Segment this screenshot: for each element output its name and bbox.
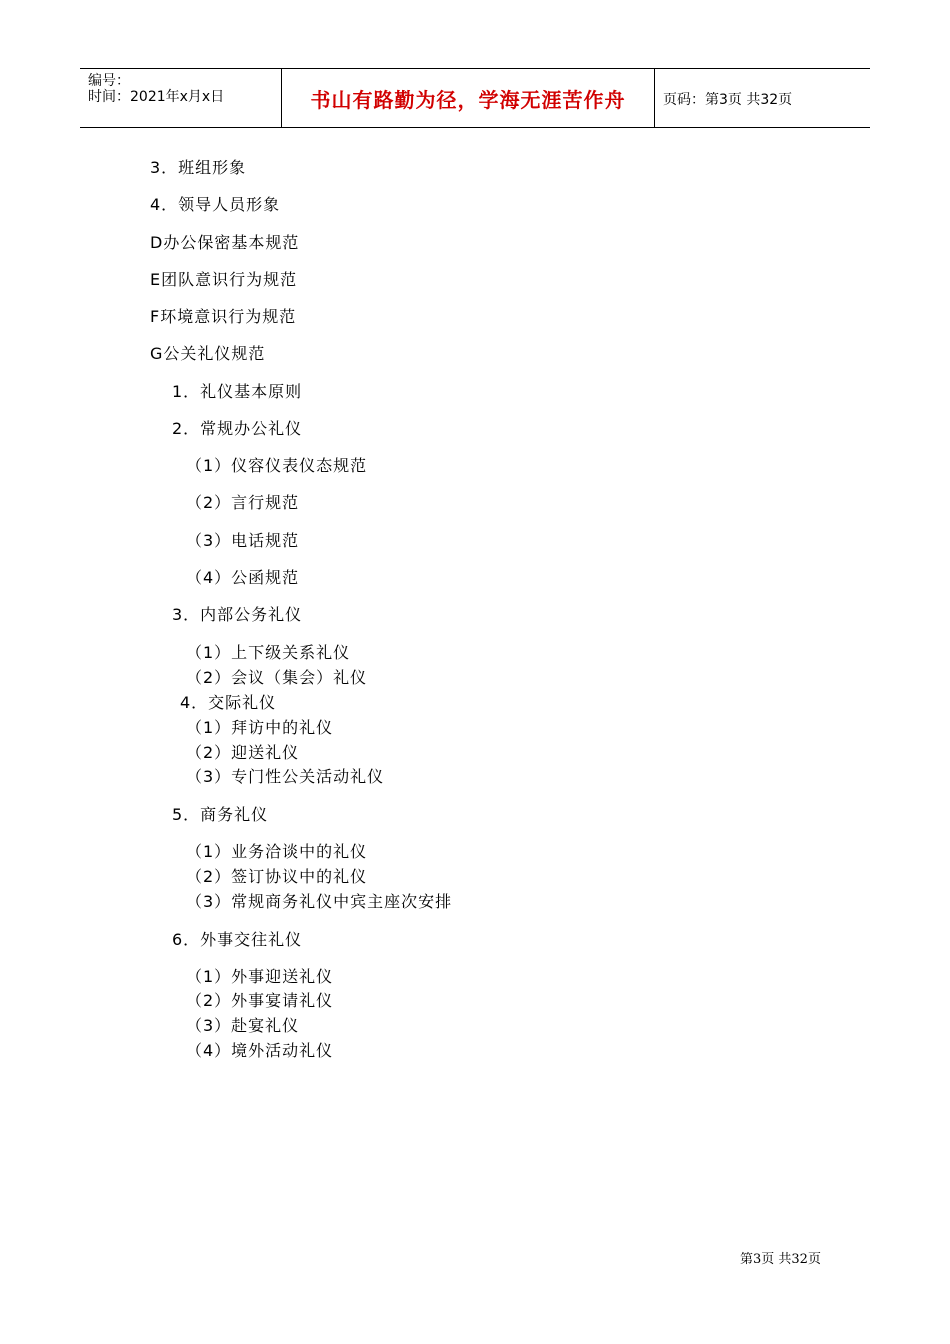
outline-line: 2．常规办公礼仪 <box>172 419 303 438</box>
outline-line: G公关礼仪规范 <box>150 344 266 363</box>
outline-line: 3．班组形象 <box>150 158 247 177</box>
outline-line: 1．礼仪基本原则 <box>172 382 303 401</box>
outline-line: （3）赴宴礼仪 <box>186 1016 300 1035</box>
time-label: 时间：2021年x月x日 <box>88 89 225 105</box>
outline-line: （2）会议（集会）礼仪 <box>186 668 368 687</box>
outline-line: （3）专门性公关活动礼仪 <box>186 767 385 786</box>
header-motto: 书山有路勤为径，学海无涯苦作舟 <box>310 88 626 112</box>
outline-line: （1）业务洽谈中的礼仪 <box>186 842 368 861</box>
outline-line: （2）言行规范 <box>186 493 300 512</box>
outline-line: 6．外事交往礼仪 <box>172 930 303 949</box>
outline-line: （3）电话规范 <box>186 531 300 550</box>
outline-line: （3）常规商务礼仪中宾主座次安排 <box>186 892 453 911</box>
outline-line: （2）签订协议中的礼仪 <box>186 867 368 886</box>
number-label: 编号： <box>88 73 130 89</box>
outline-line: （1）上下级关系礼仪 <box>186 643 351 662</box>
outline-line: 3．内部公务礼仪 <box>172 605 303 624</box>
outline-line: （2）外事宴请礼仪 <box>186 991 334 1010</box>
outline-line: 5．商务礼仪 <box>172 805 269 824</box>
outline-line: 4．领导人员形象 <box>150 195 281 214</box>
outline-line: （4）公函规范 <box>186 568 300 587</box>
outline-line: 4．交际礼仪 <box>180 693 277 712</box>
outline-line: （2）迎送礼仪 <box>186 743 300 762</box>
outline-line: E团队意识行为规范 <box>150 270 298 289</box>
outline-line: F环境意识行为规范 <box>150 307 297 326</box>
outline-line: （4）境外活动礼仪 <box>186 1041 334 1060</box>
outline-line: D办公保密基本规范 <box>150 233 300 252</box>
document-header <box>80 68 870 128</box>
header-page-label: 页码：第3页 共32页 <box>663 91 793 108</box>
page-footer: 第3页 共32页 <box>740 1252 821 1267</box>
outline-line: （1）拜访中的礼仪 <box>186 718 334 737</box>
header-divider <box>654 69 655 128</box>
header-left-cell <box>88 73 283 105</box>
outline-line: （1）仪容仪表仪态规范 <box>186 456 368 475</box>
outline-line: （1）外事迎送礼仪 <box>186 967 334 986</box>
